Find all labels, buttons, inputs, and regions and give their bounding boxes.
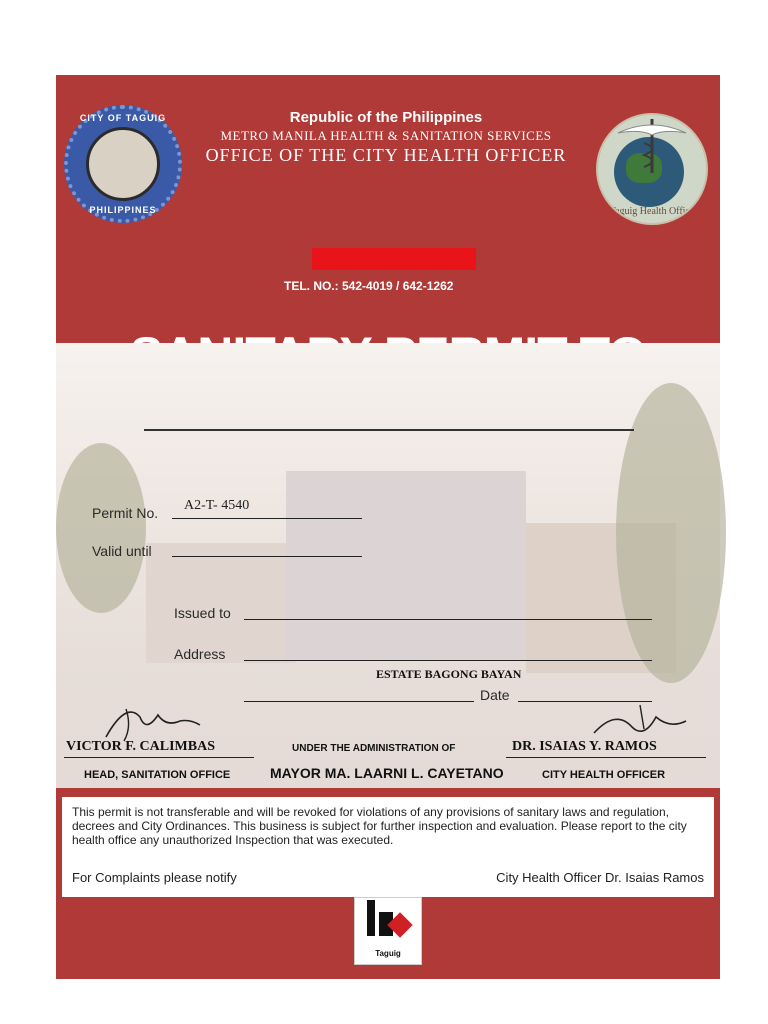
health-officer-text: City Health Officer Dr. Isaias Ramos bbox=[496, 870, 704, 885]
sanitary-permit-card bbox=[56, 75, 720, 979]
taguig-health-office-seal bbox=[596, 113, 708, 225]
notice-paragraph: This permit is not transferable and will be revoked for violations of any provisions of sanitary laws and regulation, decrees and City Ordinances. This business is subject for further inspection and evaluation. Please report to the city health office any unauthorized Inspection that was executed. bbox=[72, 805, 687, 847]
right-signatory-name: DR. ISAIAS Y. RAMOS bbox=[512, 739, 657, 754]
office-line: OFFICE OF THE CITY HEALTH OFFICER bbox=[205, 145, 567, 165]
telephone-numbers: TEL. NO.: 542-4019 / 642-1262 bbox=[284, 279, 454, 293]
seal-ring-text: Taguig Health Office bbox=[609, 206, 695, 217]
agency-line: METRO MANILA HEALTH & SANITATION SERVICES bbox=[220, 128, 552, 143]
right-signatory-title: CITY HEALTH OFFICER bbox=[542, 769, 666, 781]
estate-text: ESTATE BAGONG BAYAN bbox=[376, 667, 522, 681]
republic-line: Republic of the Philippines bbox=[289, 109, 483, 126]
city-hall-background-photo bbox=[56, 343, 720, 788]
seal-ring-text-top: CITY OF TAGUIG bbox=[79, 113, 167, 123]
seal-ring-text-bottom: PHILIPPINES bbox=[89, 205, 157, 215]
city-hall-building bbox=[286, 471, 526, 661]
administration-text: UNDER THE ADMINISTRATION OF bbox=[292, 743, 456, 754]
valid-until-underline bbox=[172, 556, 362, 557]
logo-wordmark: Taguig bbox=[375, 949, 401, 958]
redacted-block bbox=[312, 248, 476, 270]
caduceus-icon bbox=[598, 115, 706, 175]
permit-header bbox=[56, 75, 720, 343]
address-label: Address bbox=[174, 646, 226, 662]
address-line-2 bbox=[244, 701, 474, 702]
permit-no-underline bbox=[172, 518, 362, 519]
city-of-taguig-seal bbox=[64, 105, 182, 223]
tree-right bbox=[616, 383, 726, 683]
issued-to-label: Issued to bbox=[174, 605, 231, 621]
date-label: Date bbox=[480, 687, 510, 703]
issued-to-underline bbox=[244, 619, 652, 620]
taguig-logo bbox=[354, 897, 422, 965]
left-signatory-title: HEAD, SANITATION OFFICE bbox=[84, 769, 231, 781]
left-signature-line bbox=[64, 757, 254, 758]
right-signature-line bbox=[506, 757, 706, 758]
left-signatory-name: VICTOR F. CALIMBAS bbox=[66, 739, 215, 754]
permit-no-label: Permit No. bbox=[92, 505, 159, 521]
tree-left bbox=[56, 443, 146, 613]
logo-letter-i bbox=[367, 906, 375, 936]
seal-emblem bbox=[86, 127, 160, 201]
notice-footer bbox=[72, 871, 704, 885]
permit-notice-box bbox=[62, 797, 714, 897]
business-name-line bbox=[144, 429, 634, 431]
header-text-block bbox=[186, 109, 586, 166]
complaints-text: For Complaints please notify bbox=[72, 870, 237, 885]
mayor-name: MAYOR MA. LAARNI L. CAYETANO bbox=[270, 765, 504, 781]
address-underline bbox=[244, 660, 652, 661]
building-left bbox=[146, 543, 296, 663]
permit-no-value: A2-T- 4540 bbox=[184, 498, 250, 513]
valid-until-label: Valid until bbox=[92, 543, 152, 559]
